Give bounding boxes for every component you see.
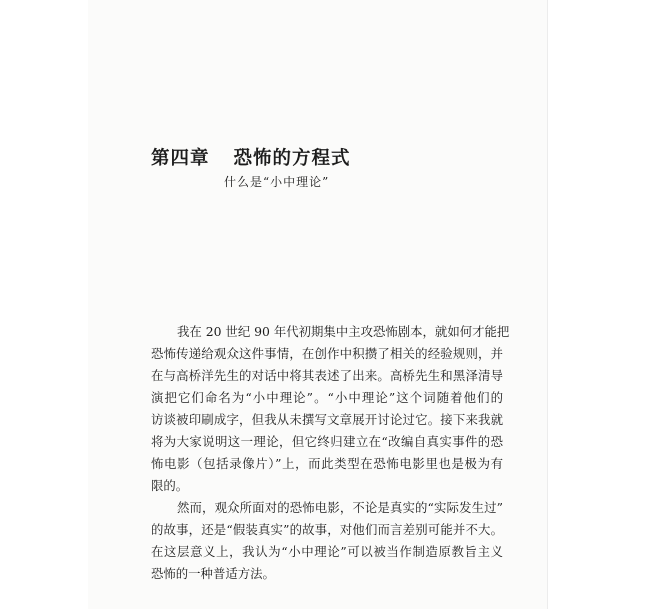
book-page [88,0,548,609]
body-line: 恐怖的一种普适方法。 [151,566,275,581]
chapter-number: 第四章 [151,148,210,169]
body-line: 将为大家说明这一理论，但它终归建立在“改编自真实事件的恐 [151,434,503,449]
chapter-subtitle: 什么是“小中理论” [224,175,330,189]
body-line: 在与高桥洋先生的对话中将其表述了出来。高桥先生和黑泽清导 [151,368,503,383]
body-line: 怖电影（包括录像片）”上，而此类型在恐怖电影里也是极为有 [151,456,503,471]
chapter-title: 恐怖的方程式 [233,148,351,169]
body-line: 演把它们命名为“小中理论”。“小中理论”这个词随着他们的 [151,390,503,405]
chapter-heading [151,144,351,170]
body-line: 我在 20 世纪 90 年代初期集中主攻恐怖剧本，就如何才能把 [177,324,510,339]
body-line: 恐怖传递给观众这件事情，在创作中积攒了相关的经验规则，并 [151,346,503,361]
body-line: 然而，观众所面对的恐怖电影，不论是真实的“实际发生过” [177,500,503,515]
body-line: 的故事，还是“假装真实”的故事，对他们而言差别可能并不大。 [151,522,503,537]
body-line: 限的。 [151,478,189,493]
body-line: 访谈被印刷成字，但我从未撰写文章展开讨论过它。接下来我就 [151,412,503,427]
body-line: 在这层意义上，我认为“小中理论”可以被当作制造原教旨主义 [151,544,503,559]
